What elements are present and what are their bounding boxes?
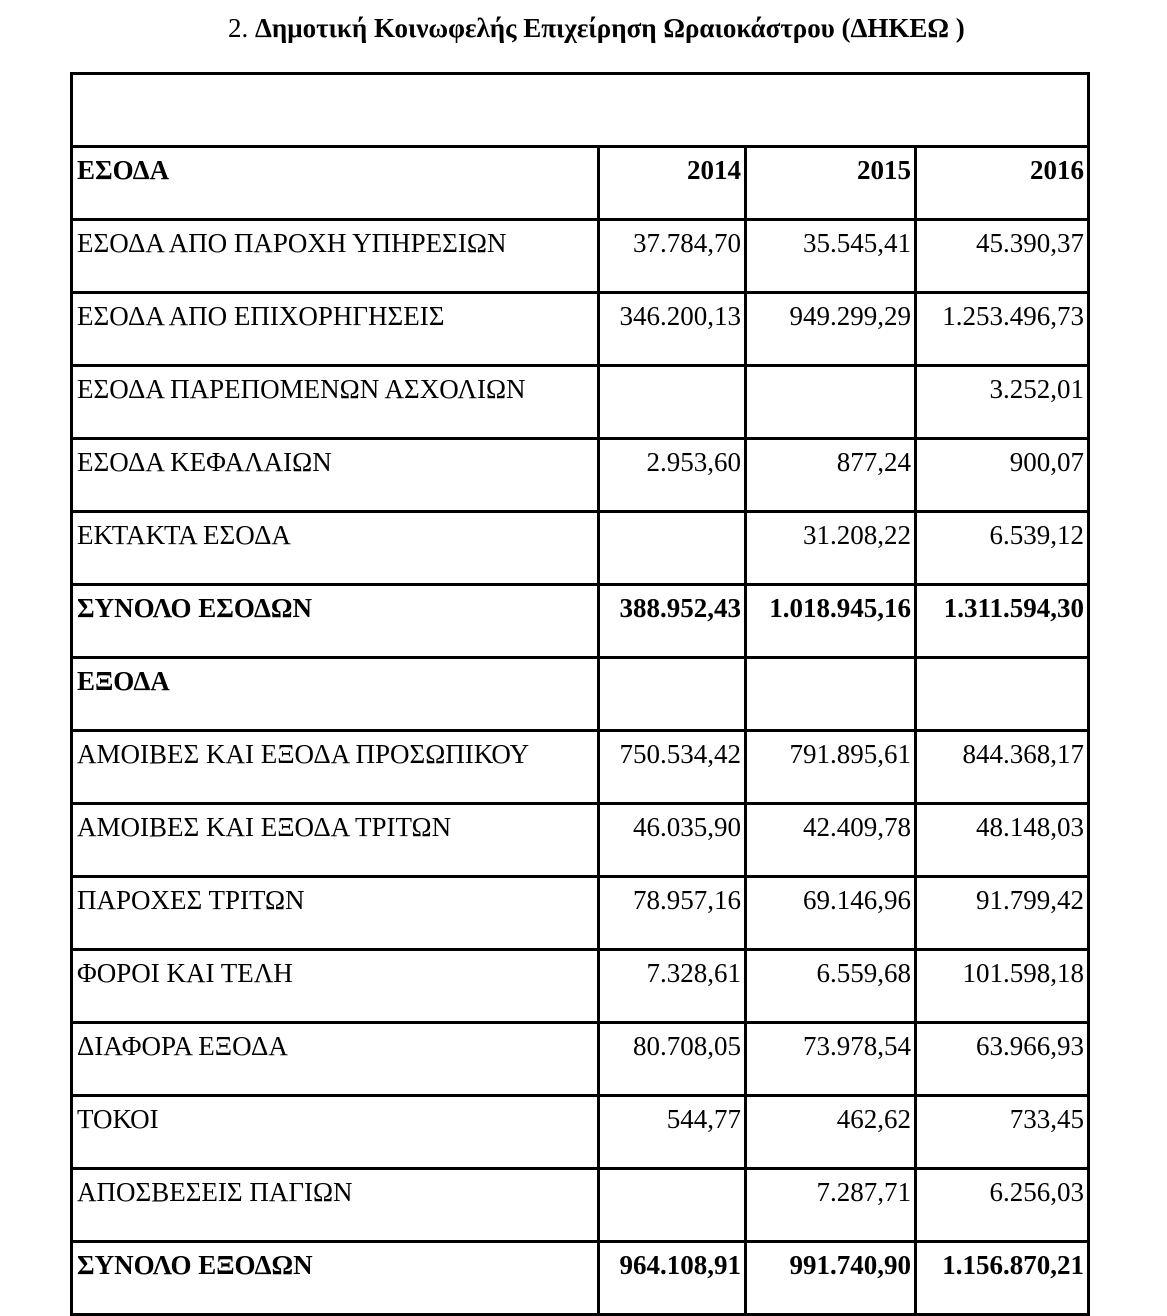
value-2015: 7.287,71	[746, 1169, 916, 1242]
value-2014: 46.035,90	[599, 804, 746, 877]
value-2016: 6.256,03	[916, 1169, 1089, 1242]
table-row	[72, 220, 1089, 293]
header-year-2014: 2014	[599, 147, 746, 220]
value-2015: 31.208,22	[746, 512, 916, 585]
value-2014: 37.784,70	[599, 220, 746, 293]
row-label: ΑΜΟΙΒΕΣ ΚΑΙ ΕΞΟΔΑ ΤΡΙΤΩΝ	[72, 804, 599, 877]
expense-header-row	[72, 658, 1089, 731]
value-2016: 1.311.594,30	[916, 585, 1089, 658]
value-2016	[916, 658, 1089, 731]
title-number: 2.	[228, 13, 249, 43]
financial-table	[70, 72, 1090, 1316]
row-label: ΕΣΟΔΑ ΑΠΟ ΕΠΙΧΟΡΗΓΗΣΕΙΣ	[72, 293, 599, 366]
value-2015	[746, 658, 916, 731]
table-row	[72, 1169, 1089, 1242]
table-row	[72, 366, 1089, 439]
row-label: ΤΟΚΟΙ	[72, 1096, 599, 1169]
table-row	[72, 1023, 1089, 1096]
value-2014: 2.953,60	[599, 439, 746, 512]
value-2014: 7.328,61	[599, 950, 746, 1023]
value-2014	[599, 366, 746, 439]
value-2016: 6.539,12	[916, 512, 1089, 585]
row-label: ΑΜΟΙΒΕΣ ΚΑΙ ΕΞΟΔΑ ΠΡΟΣΩΠΙΚΟΥ	[72, 731, 599, 804]
value-2015: 42.409,78	[746, 804, 916, 877]
value-2016: 3.252,01	[916, 366, 1089, 439]
row-label: ΣΥΝΟΛΟ ΕΞΟΔΩΝ	[72, 1242, 599, 1315]
table-row	[72, 439, 1089, 512]
table-row	[72, 804, 1089, 877]
value-2015: 462,62	[746, 1096, 916, 1169]
value-2015: 69.146,96	[746, 877, 916, 950]
value-2014: 964.108,91	[599, 1242, 746, 1315]
table-row	[72, 512, 1089, 585]
value-2015: 791.895,61	[746, 731, 916, 804]
table-row	[72, 1096, 1089, 1169]
row-label: ΕΣΟΔΑ ΠΑΡΕΠΟΜΕΝΩΝ ΑΣΧΟΛΙΩΝ	[72, 366, 599, 439]
document-title	[228, 10, 965, 46]
value-2014: 750.534,42	[599, 731, 746, 804]
value-2016: 900,07	[916, 439, 1089, 512]
value-2015: 6.559,68	[746, 950, 916, 1023]
row-label: ΠΑΡΟΧΕΣ ΤΡΙΤΩΝ	[72, 877, 599, 950]
value-2016: 1.156.870,21	[916, 1242, 1089, 1315]
value-2016: 45.390,37	[916, 220, 1089, 293]
value-2015: 877,24	[746, 439, 916, 512]
value-2014	[599, 1169, 746, 1242]
row-label: ΕΣΟΔΑ ΚΕΦΑΛΑΙΩΝ	[72, 439, 599, 512]
row-label: ΕΞΟΔΑ	[72, 658, 599, 731]
value-2016: 844.368,17	[916, 731, 1089, 804]
value-2015: 949.299,29	[746, 293, 916, 366]
table-row	[72, 293, 1089, 366]
value-2014: 388.952,43	[599, 585, 746, 658]
row-label: ΦΟΡΟΙ ΚΑΙ ΤΕΛΗ	[72, 950, 599, 1023]
value-2015	[746, 366, 916, 439]
value-2014: 78.957,16	[599, 877, 746, 950]
expense-total-row	[72, 1242, 1089, 1315]
value-2015: 991.740,90	[746, 1242, 916, 1315]
value-2014: 80.708,05	[599, 1023, 746, 1096]
value-2016: 63.966,93	[916, 1023, 1089, 1096]
value-2014: 544,77	[599, 1096, 746, 1169]
value-2014	[599, 512, 746, 585]
header-year-2016: 2016	[916, 147, 1089, 220]
row-label: ΣΥΝΟΛΟ ΕΣΟΔΩΝ	[72, 585, 599, 658]
value-2016: 733,45	[916, 1096, 1089, 1169]
value-2016: 101.598,18	[916, 950, 1089, 1023]
row-label: ΕΚΤΑΚΤΑ ΕΣΟΔΑ	[72, 512, 599, 585]
value-2015: 1.018.945,16	[746, 585, 916, 658]
header-year-2015: 2015	[746, 147, 916, 220]
table-blank-row	[72, 74, 1089, 147]
row-label: ΑΠΟΣΒΕΣΕΙΣ ΠΑΓΙΩΝ	[72, 1169, 599, 1242]
value-2016: 1.253.496,73	[916, 293, 1089, 366]
title-text: Δημοτική Κοινωφελής Επιχείρηση Ωραιοκάστρου (ΔΗΚΕΩ )	[255, 13, 965, 43]
value-2016: 91.799,42	[916, 877, 1089, 950]
blank-cell	[72, 74, 1089, 147]
value-2015: 35.545,41	[746, 220, 916, 293]
row-label: ΕΣΟΔΑ ΑΠΟ ΠΑΡΟΧΗ ΥΠΗΡΕΣΙΩΝ	[72, 220, 599, 293]
value-2015: 73.978,54	[746, 1023, 916, 1096]
value-2014	[599, 658, 746, 731]
table-row	[72, 877, 1089, 950]
header-label: ΕΣΟΔΑ	[72, 147, 599, 220]
value-2016: 48.148,03	[916, 804, 1089, 877]
row-label: ΔΙΑΦΟΡΑ ΕΞΟΔΑ	[72, 1023, 599, 1096]
table-row	[72, 950, 1089, 1023]
table-header-row	[72, 147, 1089, 220]
table-row	[72, 731, 1089, 804]
value-2014: 346.200,13	[599, 293, 746, 366]
income-total-row	[72, 585, 1089, 658]
